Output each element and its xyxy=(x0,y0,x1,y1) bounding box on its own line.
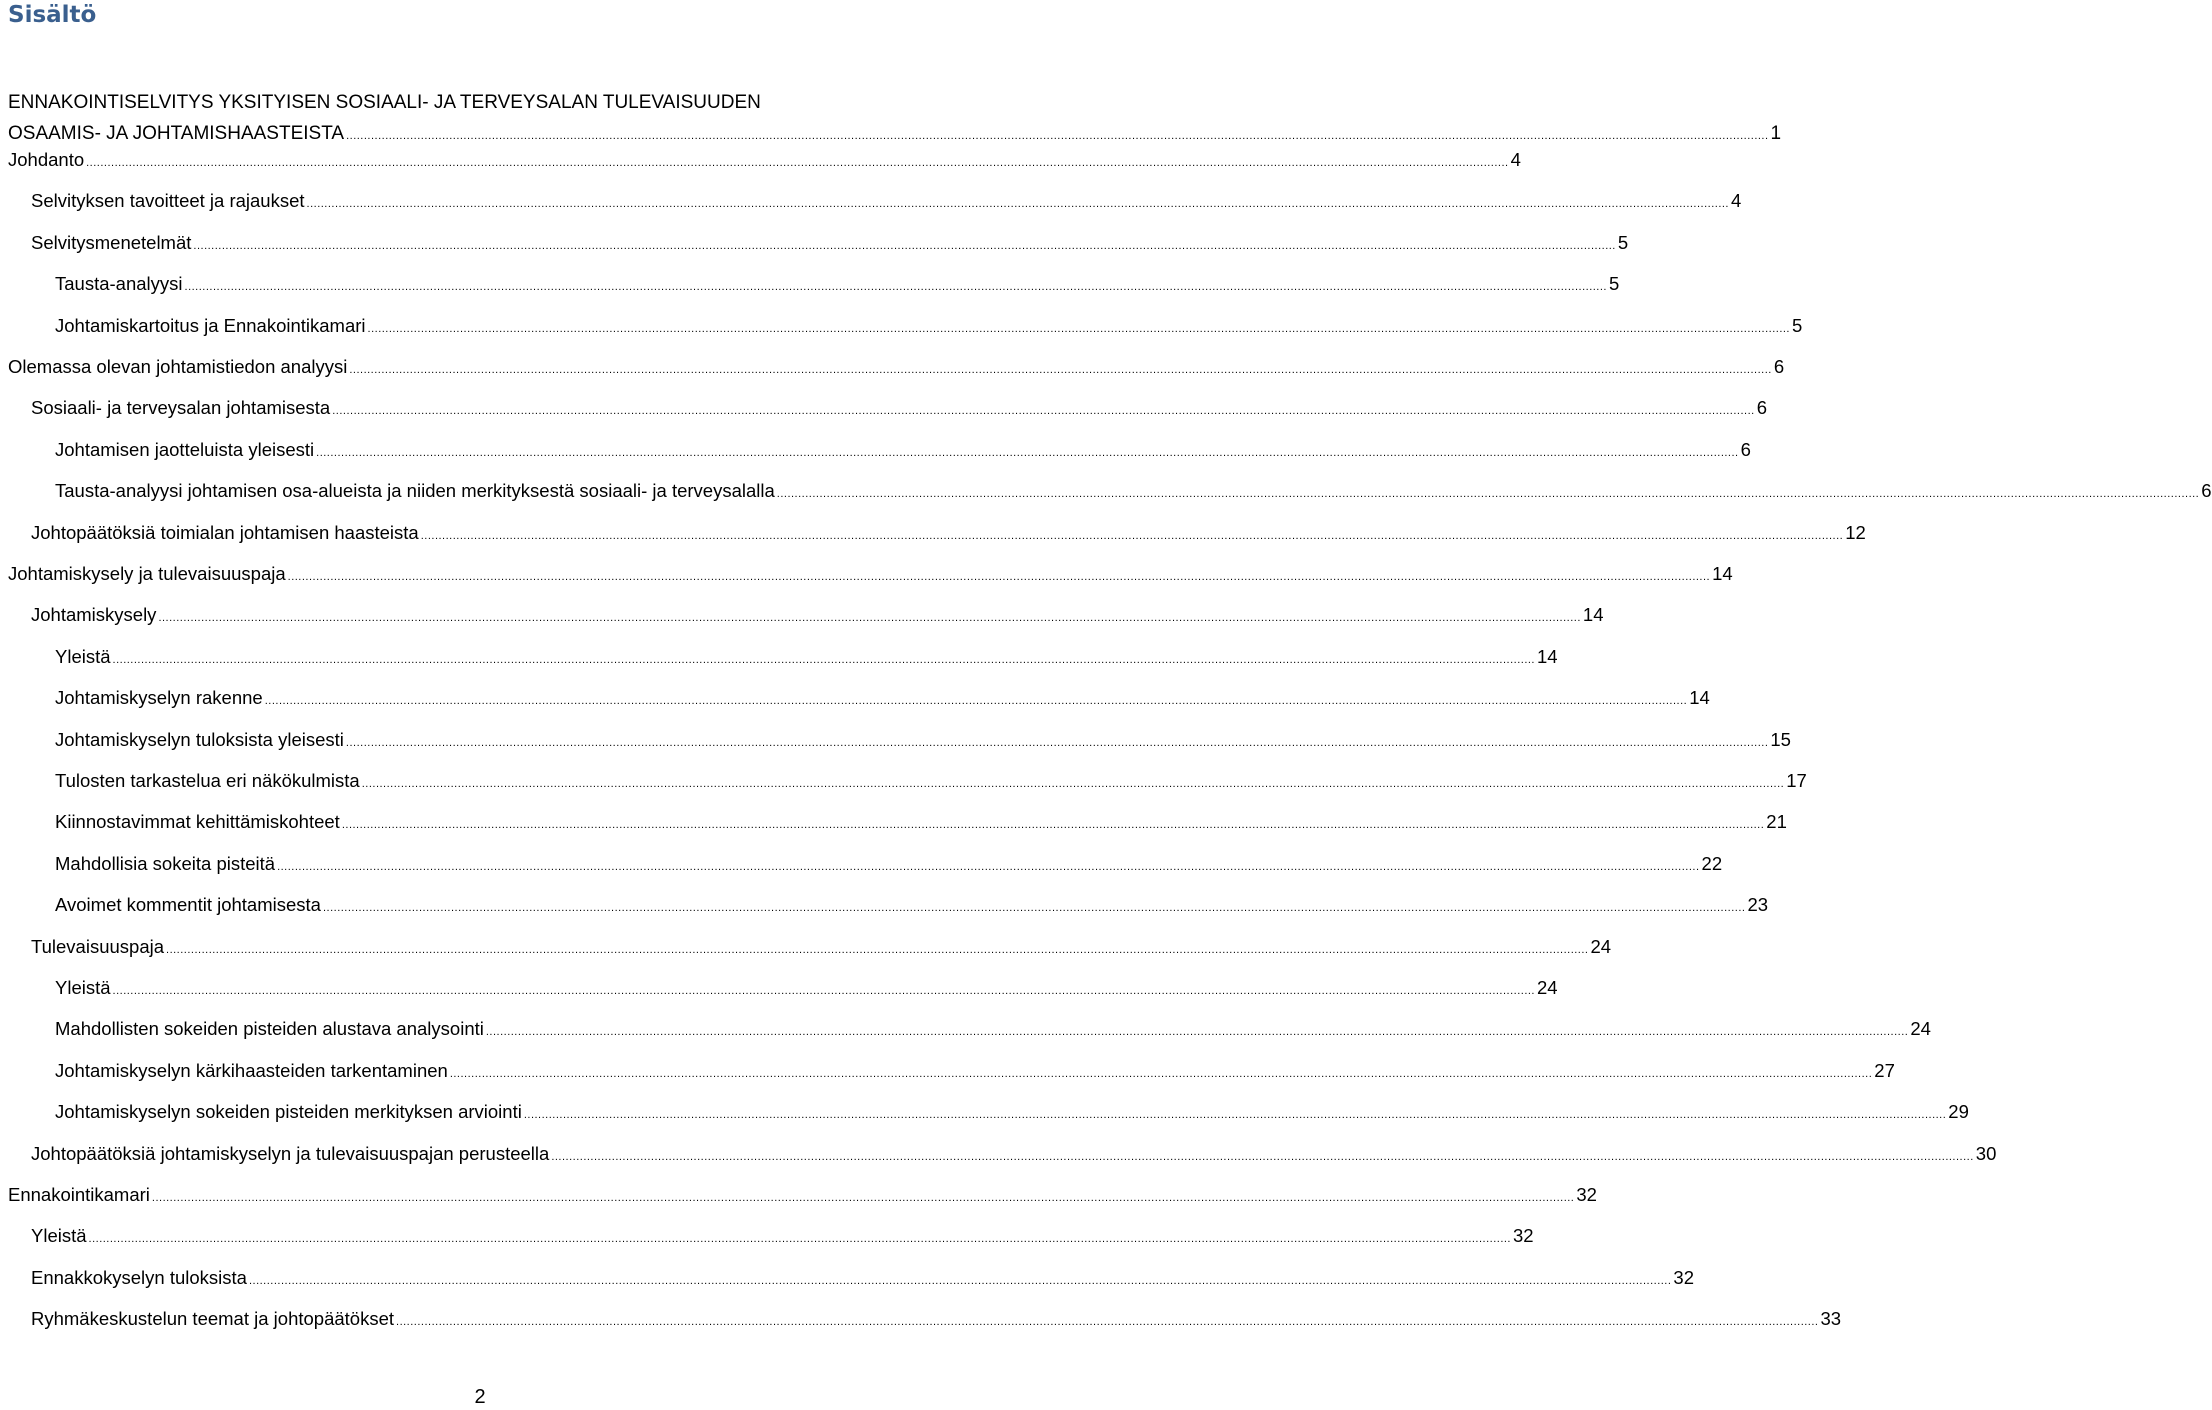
dot-leader: ................................................................................................................................................................................................................................................................................................................................................................................................................ xyxy=(485,1026,1909,1039)
toc-entry-label: Selvitysmenetelmät xyxy=(31,231,192,253)
toc-entry[interactable] xyxy=(55,644,1558,673)
toc-entry-page: 23 xyxy=(1747,894,1769,916)
dot-leader: ................................................................................................................................................................................................................................................................................................................................................................................................................ xyxy=(88,1233,1511,1246)
toc-entry[interactable] xyxy=(31,1223,1534,1252)
dot-leader: ................................................................................................................................................................................................................................................................................................................................................................................................................ xyxy=(341,819,1765,832)
toc-entry-label: Johtamiskyselyn kärkihaasteiden tarkentaminen xyxy=(55,1059,448,1081)
toc-entry-page: 17 xyxy=(1786,770,1807,791)
toc-entry-page: 5 xyxy=(1617,231,1629,253)
toc-entry-label: Ennakkokyselyn tuloksista xyxy=(31,1266,247,1288)
dot-leader: ................................................................................................................................................................................................................................................................................................................................................................................................................ xyxy=(361,778,1785,790)
toc-entry-page: 14 xyxy=(1712,563,1733,584)
toc-entry-label: Avoimet kommentit johtamisesta xyxy=(55,894,321,916)
toc-entry[interactable] xyxy=(55,1099,1969,1128)
toc-entry[interactable] xyxy=(55,313,1803,342)
dot-leader: ................................................................................................................................................................................................................................................................................................................................................................................................................ xyxy=(248,1274,1672,1287)
toc-entry-page: 32 xyxy=(1513,1225,1534,1247)
toc-entry[interactable] xyxy=(55,975,1558,1004)
dot-leader: ................................................................................................................................................................................................................................................................................................................................................................................................................ xyxy=(316,446,1739,459)
toc-entry-label: Ryhmäkeskustelun teemat ja johtopäätökset xyxy=(31,1308,395,1330)
dot-leader: ................................................................................................................................................................................................................................................................................................................................................................................................................ xyxy=(158,612,1581,625)
dot-leader: ................................................................................................................................................................................................................................................................................................................................................................................................................ xyxy=(346,130,1769,142)
toc-title-entry[interactable] xyxy=(8,87,1782,152)
toc-entry-label: Olemassa olevan johtamistiedon analyysi xyxy=(8,356,348,377)
toc-entry-page: 24 xyxy=(1590,935,1612,957)
dot-leader: ................................................................................................................................................................................................................................................................................................................................................................................................................ xyxy=(287,571,1711,583)
toc-title-page: 1 xyxy=(1770,123,1782,144)
toc-entry[interactable] xyxy=(55,478,2212,507)
toc-entry-label: Sosiaali- ja terveysalan johtamisesta xyxy=(31,397,331,419)
toc-entry[interactable] xyxy=(8,147,1521,176)
toc-entry-page: 15 xyxy=(1770,728,1791,750)
toc-entry-page: 12 xyxy=(1845,521,1866,543)
toc-entry[interactable] xyxy=(55,1016,1931,1045)
toc-entry[interactable] xyxy=(55,851,1723,880)
toc-entry-label: Johtamiskysely ja tulevaisuuspaja xyxy=(8,563,286,584)
toc-entry-label: Yleistä xyxy=(55,977,111,998)
dot-leader: ................................................................................................................................................................................................................................................................................................................................................................................................................ xyxy=(112,985,1535,997)
toc-entry[interactable] xyxy=(55,1058,1895,1087)
toc-entry-page: 24 xyxy=(1537,977,1558,998)
toc-entry-page: 14 xyxy=(1582,604,1604,626)
toc-entry-page: 33 xyxy=(1820,1308,1842,1330)
dot-leader: ................................................................................................................................................................................................................................................................................................................................................................................................................ xyxy=(86,157,1509,169)
dot-leader: ................................................................................................................................................................................................................................................................................................................................................................................................................ xyxy=(193,239,1616,252)
toc-entry-page: 29 xyxy=(1948,1101,1969,1123)
toc-entry[interactable] xyxy=(31,520,1866,549)
toc-entry[interactable] xyxy=(55,437,1751,466)
toc-entry[interactable] xyxy=(31,230,1629,259)
toc-entry-label: Johtamiskyselyn tuloksista yleisesti xyxy=(55,728,344,750)
dot-leader: ................................................................................................................................................................................................................................................................................................................................................................................................................ xyxy=(166,943,1589,956)
toc-entry-page: 32 xyxy=(1673,1266,1694,1288)
toc-entry[interactable] xyxy=(55,727,1791,756)
dot-leader: ................................................................................................................................................................................................................................................................................................................................................................................................................ xyxy=(345,736,1769,749)
toc-entry-page: 6 xyxy=(1773,356,1785,377)
toc-entry-label: Ennakointikamari xyxy=(8,1184,150,1205)
dot-leader: ................................................................................................................................................................................................................................................................................................................................................................................................................ xyxy=(396,1316,1819,1329)
toc-entry-label: Tausta-analyysi xyxy=(55,273,183,295)
dot-leader: ................................................................................................................................................................................................................................................................................................................................................................................................................ xyxy=(449,1067,1873,1080)
toc-entry[interactable] xyxy=(31,188,1742,217)
toc-entry[interactable] xyxy=(55,271,1620,300)
toc-entry-label: Johdanto xyxy=(8,149,85,170)
toc-entry[interactable] xyxy=(31,602,1604,631)
toc-title-line1: ENNAKOINTISELVITYS YKSITYISEN SOSIAALI- JA TERVEYSALAN TULEVAISUUDEN xyxy=(8,92,761,113)
toc-entry-page: 5 xyxy=(1608,273,1620,295)
toc-entry-page: 4 xyxy=(1510,149,1521,170)
toc-entry-label: Johtopäätöksiä toimialan johtamisen haasteista xyxy=(31,521,419,543)
dot-leader: ................................................................................................................................................................................................................................................................................................................................................................................................................ xyxy=(551,1150,1974,1163)
toc-entry[interactable] xyxy=(31,1306,1842,1335)
toc-entry-page: 14 xyxy=(1537,645,1558,667)
toc-entry-label: Johtamiskyselyn rakenne xyxy=(55,687,263,709)
toc-entry[interactable] xyxy=(55,809,1787,838)
toc-entry-label: Mahdollisia sokeita pisteitä xyxy=(55,852,276,874)
toc-entry-label: Johtamiskyselyn sokeiden pisteiden merkityksen arviointi xyxy=(55,1101,522,1123)
toc-heading: Sisältö xyxy=(8,2,97,28)
toc-entry[interactable] xyxy=(55,892,1769,921)
toc-entry-label: Tulosten tarkastelua eri näkökulmista xyxy=(55,770,360,791)
toc-entry-label: Yleistä xyxy=(55,645,111,667)
dot-leader: ................................................................................................................................................................................................................................................................................................................................................................................................................ xyxy=(277,860,1700,873)
toc-entry-label: Tulevaisuuspaja xyxy=(31,935,165,957)
dot-leader: ................................................................................................................................................................................................................................................................................................................................................................................................................ xyxy=(349,364,1772,376)
toc-entry-label: Johtamiskysely xyxy=(31,604,157,626)
toc-entry-page: 5 xyxy=(1792,314,1803,336)
toc-entry-label: Johtamiskartoitus ja Ennakointikamari xyxy=(55,314,366,336)
toc-entry[interactable] xyxy=(8,354,1785,383)
toc-entry[interactable] xyxy=(8,1182,1597,1211)
toc-entry[interactable] xyxy=(31,1141,1997,1170)
toc-entry-page: 6 xyxy=(1740,438,1751,460)
dot-leader: ................................................................................................................................................................................................................................................................................................................................................................................................................ xyxy=(306,198,1729,211)
dot-leader: ................................................................................................................................................................................................................................................................................................................................................................................................................ xyxy=(367,322,1790,335)
toc-entry-page: 24 xyxy=(1910,1018,1931,1040)
dot-leader: ................................................................................................................................................................................................................................................................................................................................................................................................................ xyxy=(420,529,1844,542)
dot-leader: ................................................................................................................................................................................................................................................................................................................................................................................................................ xyxy=(523,1109,1947,1122)
dot-leader: ................................................................................................................................................................................................................................................................................................................................................................................................................ xyxy=(151,1192,1575,1204)
toc-entry-page: 21 xyxy=(1766,811,1787,833)
dot-leader: ................................................................................................................................................................................................................................................................................................................................................................................................................ xyxy=(112,653,1535,666)
toc-entry[interactable] xyxy=(31,395,1767,424)
toc-entry-page: 30 xyxy=(1975,1142,1997,1164)
toc-entry-page: 27 xyxy=(1874,1059,1895,1081)
dot-leader: ................................................................................................................................................................................................................................................................................................................................................................................................................ xyxy=(776,488,2200,501)
toc-entry-page: 4 xyxy=(1731,190,1742,212)
toc-entry[interactable] xyxy=(31,934,1612,963)
toc-entry-label: Johtopäätöksiä johtamiskyselyn ja tulevaisuuspajan perusteella xyxy=(31,1142,550,1164)
page-number: 2 xyxy=(474,1386,486,1408)
dot-leader: ................................................................................................................................................................................................................................................................................................................................................................................................................ xyxy=(332,405,1755,418)
toc-title-line2: OSAAMIS- JA JOHTAMISHAASTEISTA xyxy=(8,123,345,144)
toc-entry[interactable] xyxy=(55,685,1710,714)
toc-entry-page: 6 xyxy=(2201,480,2212,502)
toc-entry-label: Mahdollisten sokeiden pisteiden alustava analysointi xyxy=(55,1018,484,1040)
toc-entry-label: Kiinnostavimmat kehittämiskohteet xyxy=(55,811,340,833)
dot-leader: ................................................................................................................................................................................................................................................................................................................................................................................................................ xyxy=(322,902,1746,915)
toc-entry-label: Selvityksen tavoitteet ja rajaukset xyxy=(31,190,305,212)
toc-entry-label: Yleistä xyxy=(31,1225,87,1247)
toc-entry-page: 14 xyxy=(1689,687,1710,709)
toc-entry-label: Johtamisen jaotteluista yleisesti xyxy=(55,438,315,460)
dot-leader: ................................................................................................................................................................................................................................................................................................................................................................................................................ xyxy=(184,281,1607,294)
toc-entry-label: Tausta-analyysi johtamisen osa-alueista ja niiden merkityksestä sosiaali- ja terveysalalla xyxy=(55,480,775,502)
toc-entry-page: 6 xyxy=(1756,397,1767,419)
toc-entry-page: 32 xyxy=(1576,1184,1597,1205)
toc-entry[interactable] xyxy=(55,768,1807,797)
toc-entry-page: 22 xyxy=(1701,852,1723,874)
dot-leader: ................................................................................................................................................................................................................................................................................................................................................................................................................ xyxy=(264,695,1688,708)
toc-entry[interactable] xyxy=(8,561,1733,590)
toc-entry[interactable] xyxy=(31,1265,1694,1294)
